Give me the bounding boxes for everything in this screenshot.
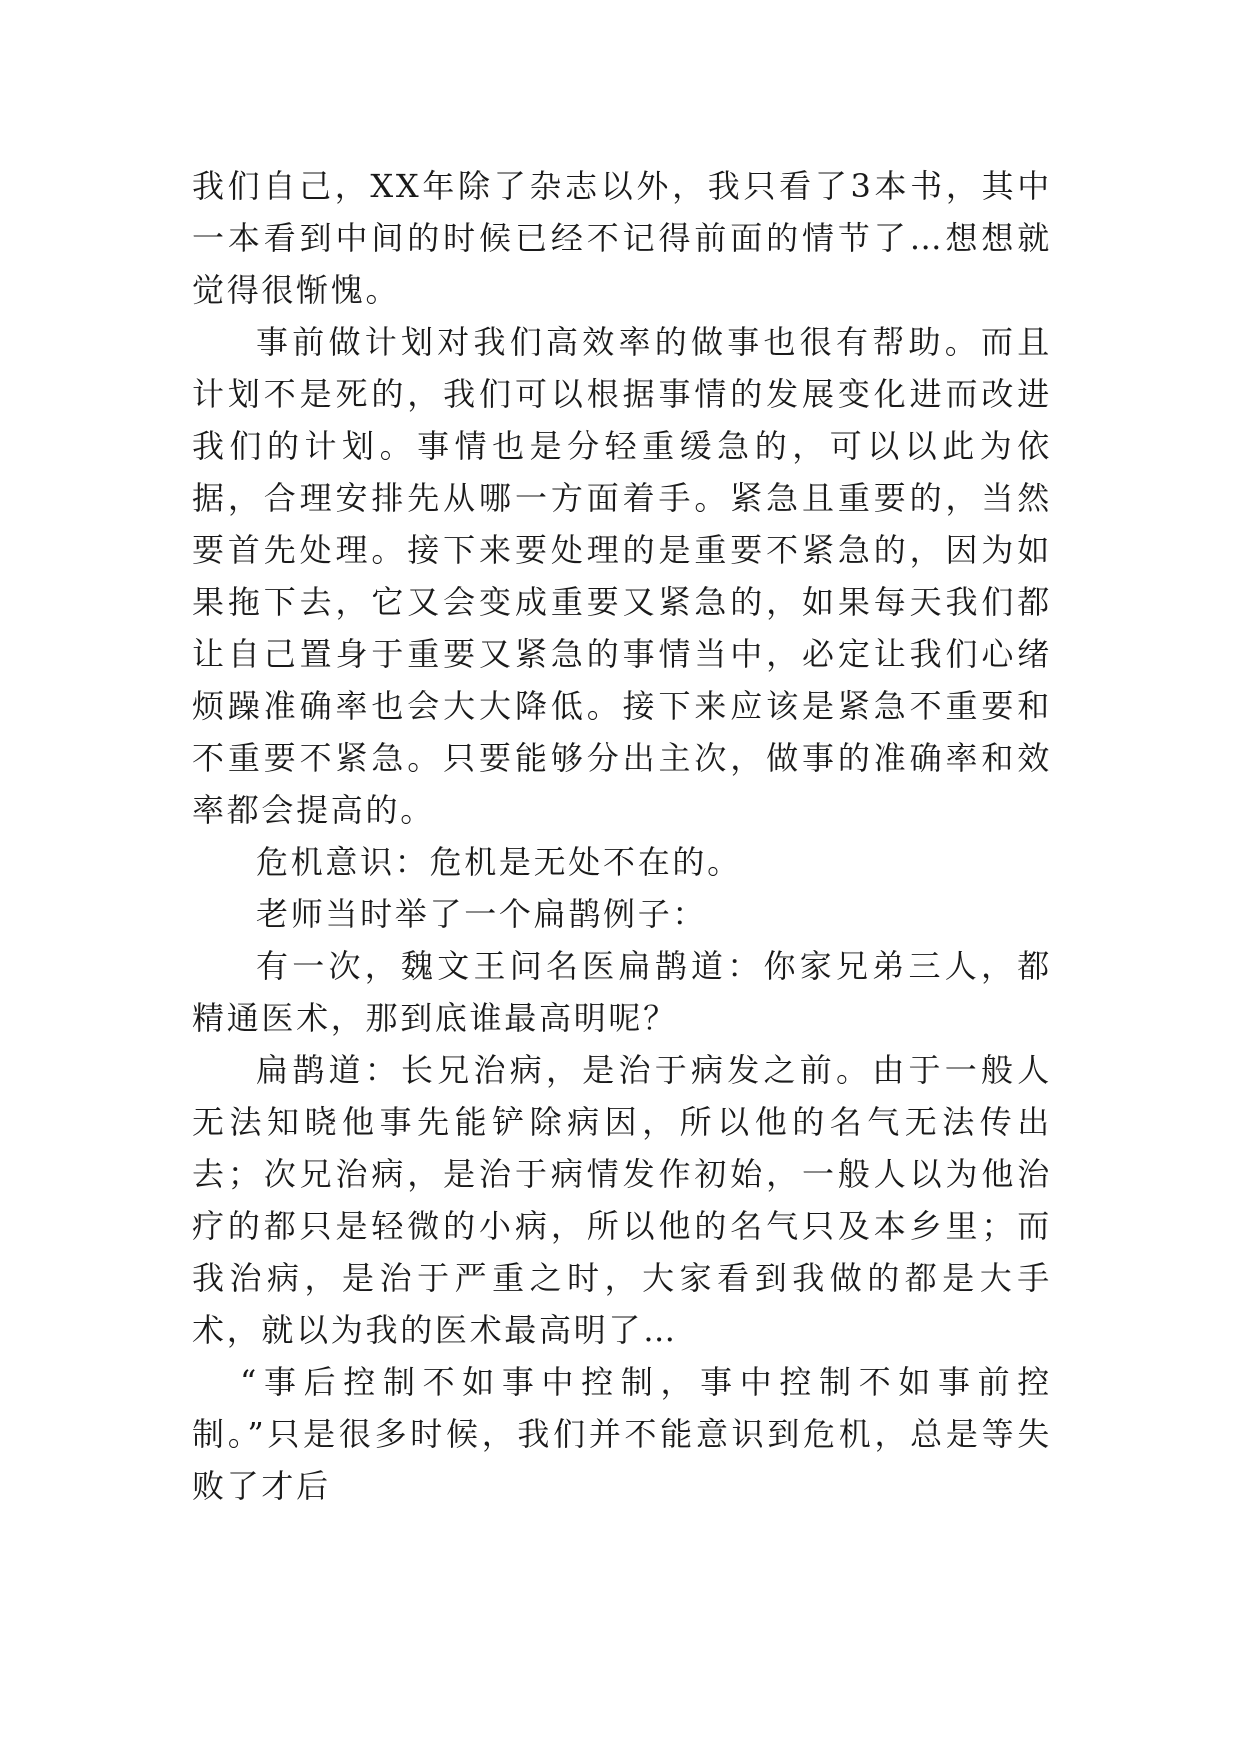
paragraph-4: 老师当时举了一个扁鹊例子： [256, 895, 708, 933]
document-body [192, 160, 1052, 1512]
paragraph-5: 有一次，魏文王问名医扁鹊道：你家兄弟三人，都精通医术，那到底谁最高明呢？ [192, 947, 1052, 1037]
paragraph-7: “事后控制不如事中控制，事中控制不如事前控制。”只是很多时候，我们并不能意识到危机，总是等失败了才后 [192, 1363, 1052, 1505]
paragraph-1: 我们自己，XX年除了杂志以外，我只看了3本书，其中一本看到中间的时候已经不记得前面的情节了…想想就觉得很惭愧。 [192, 167, 1052, 309]
paragraph-3: 危机意识：危机是无处不在的。 [256, 843, 742, 881]
paragraph-2: 事前做计划对我们高效率的做事也很有帮助。而且计划不是死的，我们可以根据事情的发展变化进而改进我们的计划。事情也是分轻重缓急的，可以以此为依据，合理安排先从哪一方面着手。紧急且重要的，当然要首先处理。接下来要处理的是重要不紧急的，因为如果拖下去，它又会变成重要又紧急的，如果每天我们都让自己置身于重要又紧急的事情当中，必定让我们心绪烦躁准确率也会大大降低。接下来应该是紧急不重要和不重要不紧急。只要能够分出主次，做事的准确率和效率都会提高的。 [192, 323, 1052, 829]
paragraph-6: 扁鹊道：长兄治病，是治于病发之前。由于一般人无法知晓他事先能铲除病因，所以他的名气无法传出去；次兄治病，是治于病情发作初始，一般人以为他治疗的都只是轻微的小病，所以他的名气只及本乡里；而我治病，是治于严重之时，大家看到我做的都是大手术，就以为我的医术最高明了… [192, 1051, 1052, 1349]
